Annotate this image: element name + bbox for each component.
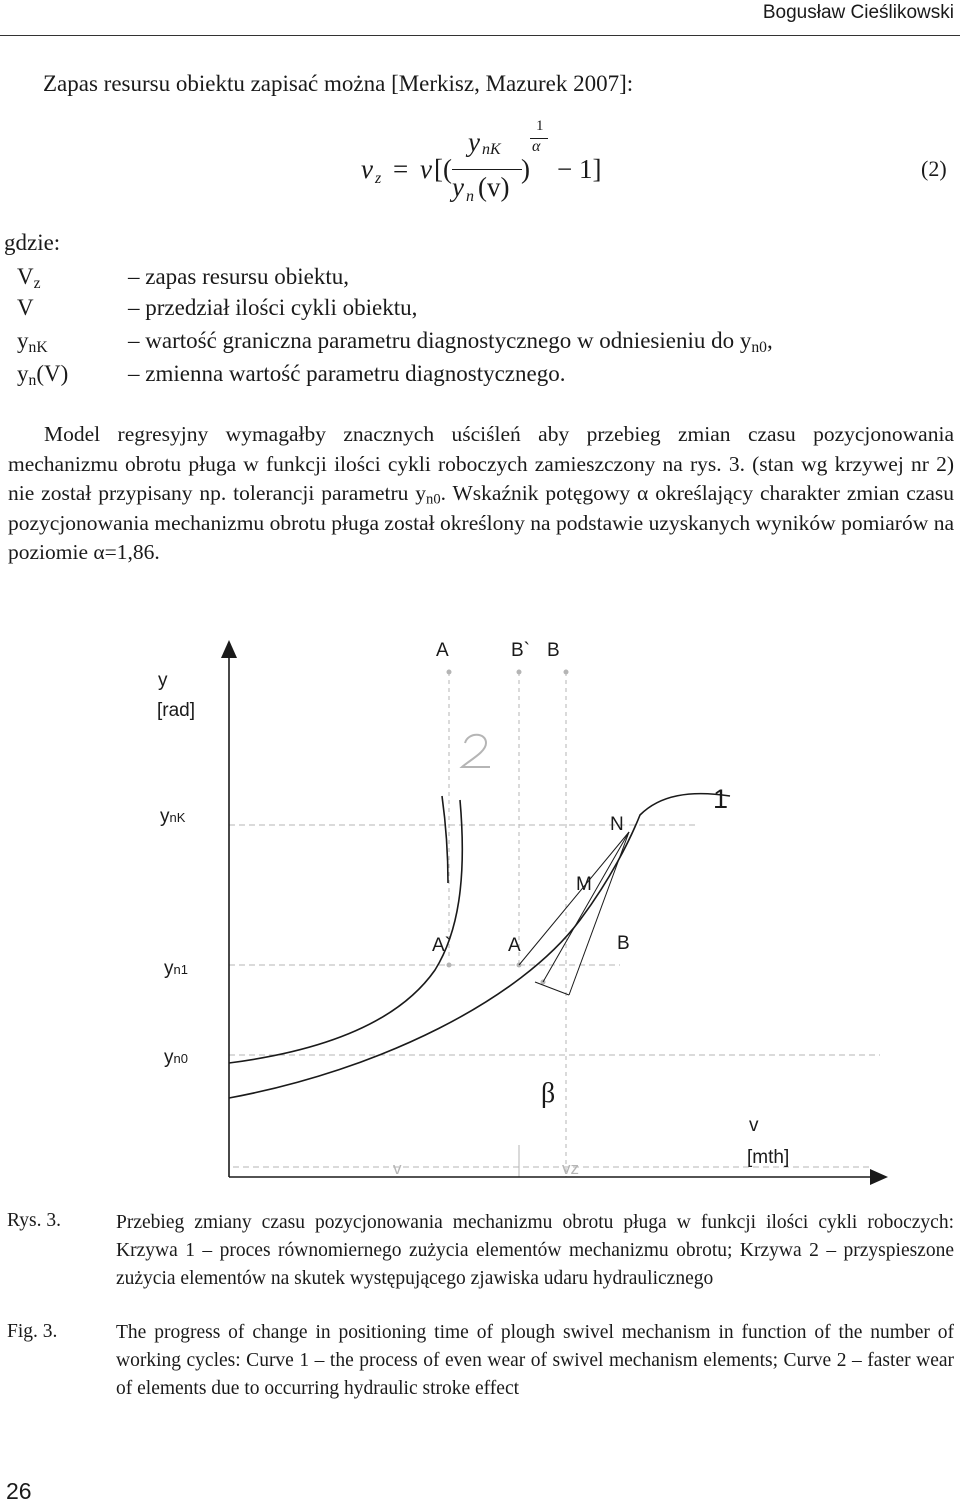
curve-2-label: 2	[459, 760, 460, 761]
definition-text: – przedział ilości cykli obiektu,	[128, 295, 418, 320]
tangent-line-n-b	[543, 832, 629, 982]
eq-equals: =	[393, 154, 409, 184]
definition-row	[0, 328, 960, 362]
top-label-a: A	[436, 640, 449, 661]
curve-2	[229, 800, 462, 1063]
running-head-author: Bogusław Cieślikowski	[762, 2, 954, 23]
curve-2-marker-glyph	[462, 735, 490, 767]
definition-row	[0, 264, 960, 298]
definition-text: – wartość graniczna parametru diagnostycznego w odniesieniu do $y_{n0}$,	[128, 328, 773, 356]
top-label-b: B	[547, 640, 560, 661]
definition-row	[0, 295, 960, 329]
level-yn1-label: yn1	[164, 958, 188, 979]
tangent-line-n-b2	[569, 832, 629, 995]
level-yn0-label: yn0	[164, 1047, 188, 1068]
caption-label-pl: Rys. 3.	[7, 1210, 61, 1231]
page-number: 26	[6, 1478, 32, 1504]
intro-sentence: Zapas resursu obiektu zapisać można [Merkisz, Mazurek 2007]:	[43, 71, 634, 96]
point-b-top	[564, 670, 569, 675]
caption-text-pl: Przebieg zmiany czasu pozycjonowania mechanizmu obrotu pługa w funkcji ilości cykli roboczych: Krzywa 1 – proces równomiernego zużycia elementów mechanizmu obrotu; Krzywa 2 – przyspieszone zużycia elementów na skutek występującego zjawiska udaru hydraulicznego	[116, 1212, 954, 1289]
eq-exp-num: 1	[536, 118, 544, 134]
point-a-top	[447, 670, 452, 675]
top-label-b-prime: B`	[511, 640, 530, 661]
definition-row	[0, 361, 960, 395]
header-rule	[0, 35, 960, 36]
point-a-prime	[447, 963, 452, 968]
figure-3-diagram	[0, 600, 960, 1190]
x-axis-name: v	[749, 1115, 759, 1136]
point-b-prime-top	[517, 670, 522, 675]
equation-2	[0, 118, 960, 218]
definition-symbol: $V_z$	[17, 264, 41, 292]
angle-beta-label: β	[541, 1078, 556, 1109]
point-b-label: B	[617, 933, 630, 954]
level-ynk-label: ynK	[160, 806, 186, 827]
caption-label-en: Fig. 3.	[7, 1321, 58, 1342]
point-a-prime-label: A`	[432, 935, 451, 956]
curve-2-tangent-stroke	[442, 796, 448, 883]
eq-v: v	[420, 154, 432, 184]
tangent-line-n-a	[519, 832, 629, 965]
interval-vz-label: vz	[562, 1159, 579, 1178]
body-paragraph: Model regresyjny wymagałby znacznych uściśleń aby przebieg zmian czasu pozycjonowania mechanizmu obrotu pługa w funkcji ilości cykli roboczych zamieszczony na rys. 3. (stan wg krzywej nr 2) nie został przypisany np. tolerancji parametru $y_{n0}$. Wskaźnik potęgowy α określający charakter zmian czasu pozycjonowania mechanizmu obrotu pługa został określony na podstawie uzyskanych wyników pomiarów na poziomie α=1,86.	[8, 422, 954, 564]
curve-1	[229, 794, 730, 1098]
eq-close-paren: )	[521, 154, 530, 184]
eq-den-y: y	[452, 172, 464, 202]
eq-open: [(	[434, 154, 452, 184]
eq-num-sub: nK	[482, 141, 501, 158]
curve-1-label: 1	[713, 784, 729, 814]
definition-text: – zmienna wartość parametru diagnostycznego.	[128, 361, 566, 386]
eq-lhs: v	[361, 154, 373, 184]
eq-lhs-sub: z	[375, 170, 382, 187]
tangent-construction	[519, 832, 629, 995]
definition-symbol: $y_{nK}$	[17, 328, 48, 356]
figure-labels	[157, 640, 789, 1178]
eq-fraction-bar	[452, 169, 522, 170]
eq-number: (2)	[921, 156, 947, 181]
x-axis-arrow	[870, 1169, 888, 1185]
point-m-label: M	[576, 874, 592, 895]
definition-symbol: $y_n(V)$	[17, 361, 69, 389]
y-axis-unit: [rad]	[157, 700, 196, 721]
eq-den-sub: n	[466, 188, 474, 205]
caption-text-en: The progress of change in positioning time of plough swivel mechanism in function of the number of working cycles: Curve 1 – the process of even wear of swivel mechanism elements; Curve 2 – faster wear of elements due to occurring hydraulic stroke effect	[116, 1322, 954, 1399]
interval-v-label: v	[393, 1159, 402, 1178]
eq-minus-one: − 1]	[557, 154, 602, 184]
angle-base-segment	[535, 982, 569, 995]
eq-exp-den: α	[532, 138, 541, 155]
point-n-label: N	[610, 814, 624, 835]
where-label: gdzie:	[4, 230, 61, 255]
eq-den-arg: (v)	[478, 172, 510, 202]
definition-symbol: V	[17, 295, 34, 320]
point-a-label: A	[508, 935, 521, 956]
y-axis-arrow	[221, 640, 237, 658]
y-axis-name: y	[158, 670, 168, 691]
eq-num-y: y	[468, 127, 480, 157]
definition-text: – zapas resursu obiektu,	[128, 264, 349, 289]
x-axis-unit: [mth]	[747, 1147, 790, 1168]
